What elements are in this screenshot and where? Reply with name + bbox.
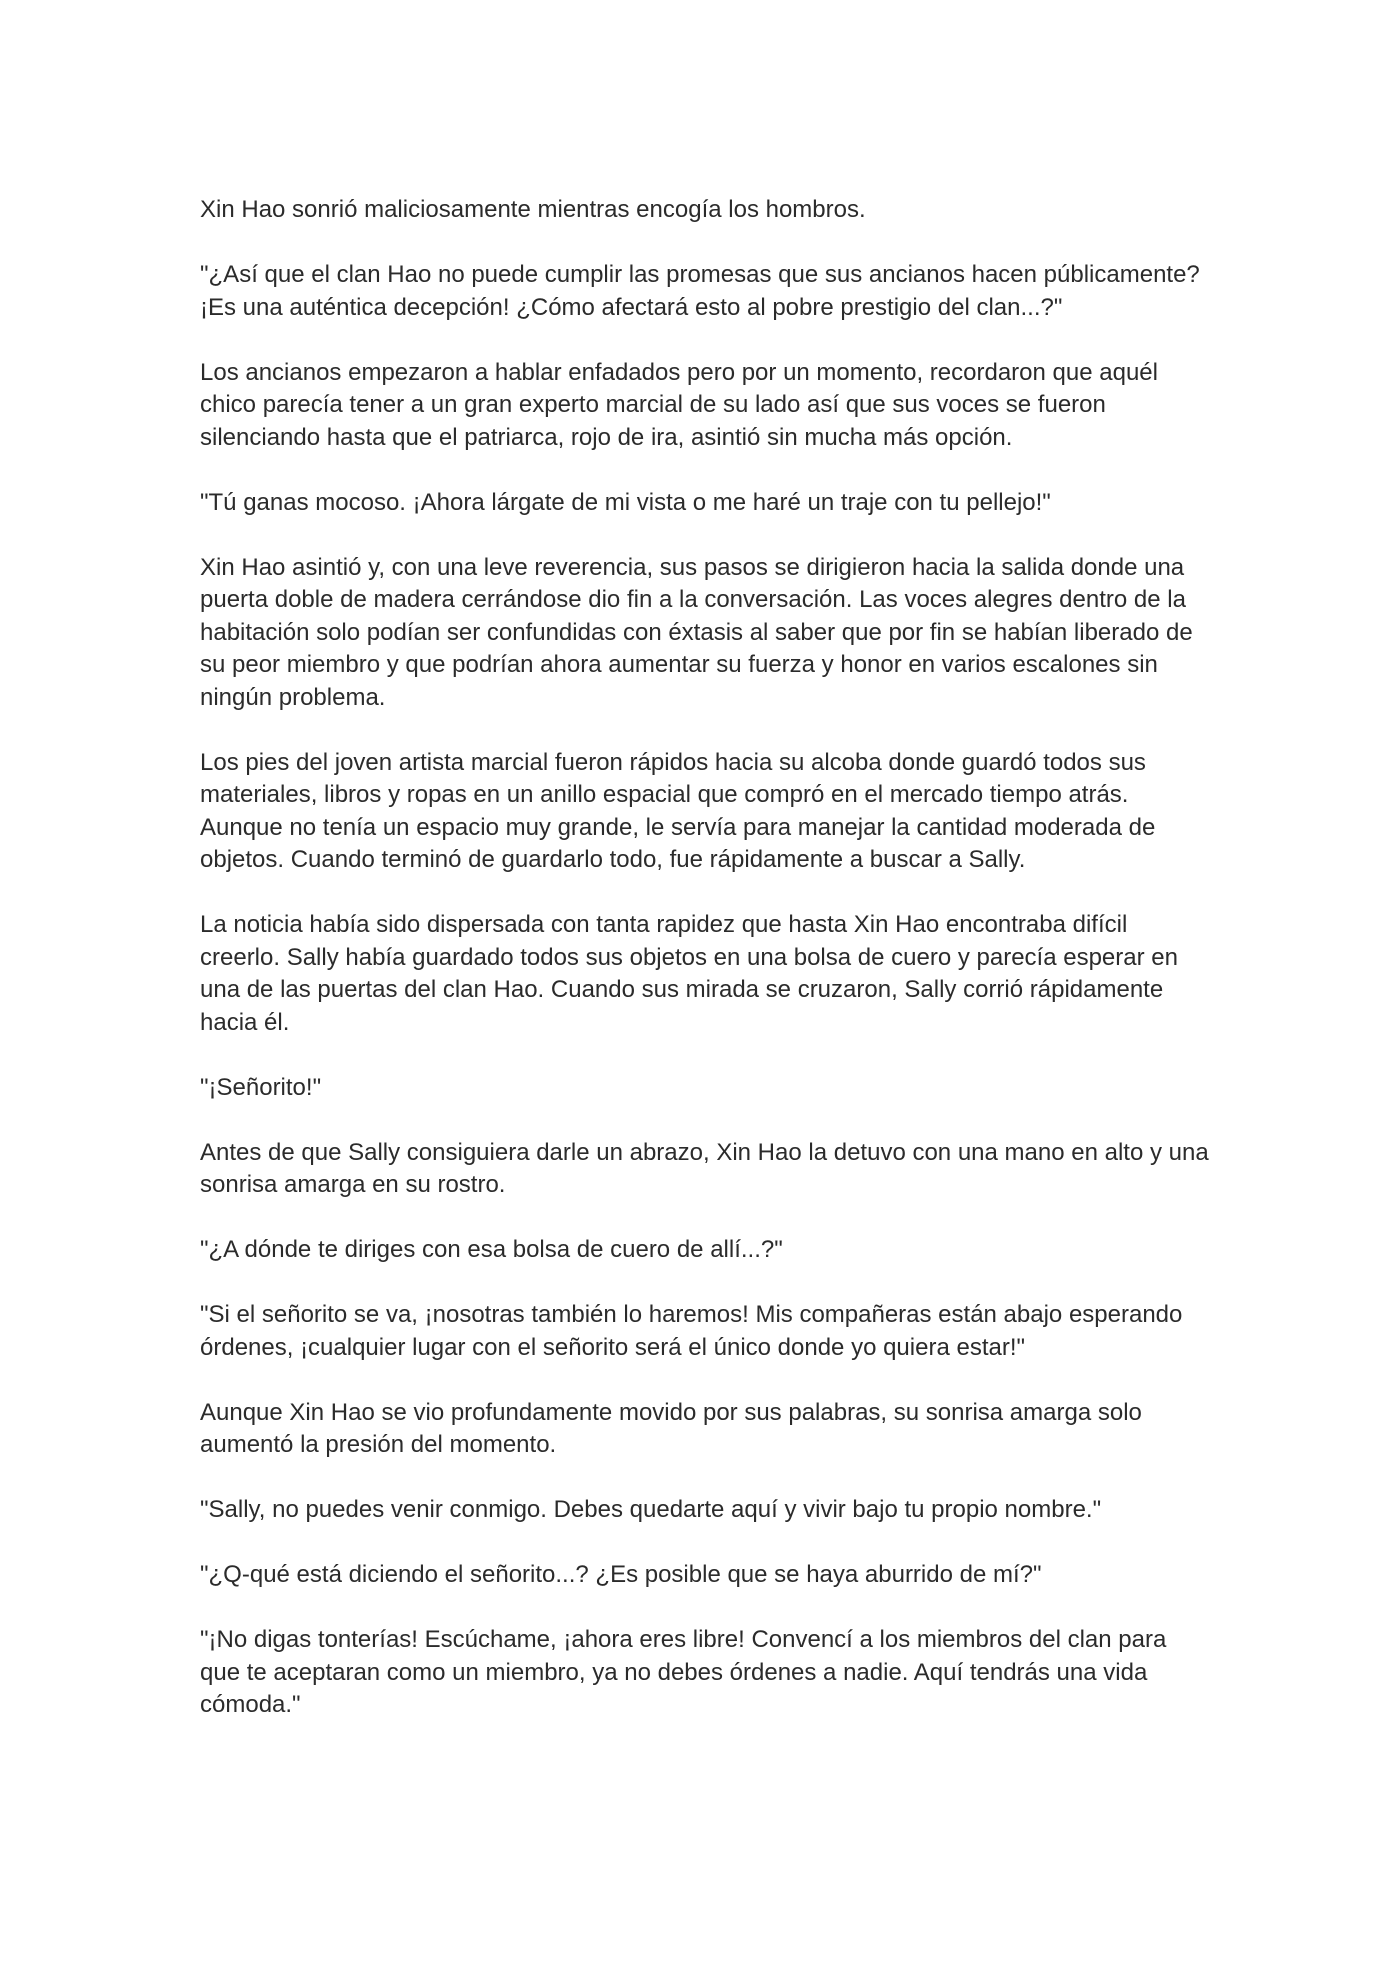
- paragraph: "¿Q-qué está diciendo el señorito...? ¿Es posible que se haya aburrido de mí?": [200, 1561, 1042, 1588]
- paragraph: Aunque Xin Hao se vio profundamente movido por sus palabras, su sonrisa amarga solo aumentó la presión del momento.: [200, 1398, 1142, 1458]
- paragraph: Antes de que Sally consiguiera darle un abrazo, Xin Hao la detuvo con una mano en alto y una sonrisa amarga en su rostro.: [200, 1138, 1209, 1198]
- paragraph: "Sally, no puedes venir conmigo. Debes quedarte aquí y vivir bajo tu propio nombre.": [200, 1496, 1102, 1523]
- paragraph: "¿Así que el clan Hao no puede cumplir las promesas que sus ancianos hacen públicamente? ¡Es una auténtica decepción! ¿Cómo afectará esto al pobre prestigio del clan...?": [200, 261, 1200, 321]
- paragraph: "¡Señorito!": [200, 1073, 322, 1101]
- paragraph: La noticia había sido dispersada con tanta rapidez que hasta Xin Hao encontraba difícil creerlo. Sally había guardado todos sus objetos en una bolsa de cuero y parecía esperar en una de las puertas del clan Hao. Cuando sus mirada se cruzaron, Sally corrió rápidamente hacia él.: [200, 911, 1178, 1036]
- paragraph: "Tú ganas mocoso. ¡Ahora lárgate de mi vista o me haré un traje con tu pellejo!": [200, 488, 1051, 516]
- paragraph: Xin Hao sonrió maliciosamente mientras encogía los hombros.: [200, 196, 866, 223]
- paragraph: "¿A dónde te diriges con esa bolsa de cuero de allí...?": [200, 1236, 783, 1263]
- paragraph: Los pies del joven artista marcial fueron rápidos hacia su alcoba donde guardó todos sus materiales, libros y ropas en un anillo espacial que compró en el mercado tiempo atrás. Aunque no tenía un espacio muy grande, le servía para manejar la cantidad moderada de objetos. Cuando terminó de guardarlo todo, fue rápidamente a buscar a Sally.: [200, 748, 1156, 873]
- paragraph: "Si el señorito se va, ¡nosotras también lo haremos! Mis compañeras están abajo esperando órdenes, ¡cualquier lugar con el señorito será el único donde yo quiera estar!": [200, 1301, 1183, 1361]
- paragraph: "¡No digas tonterías! Escúchame, ¡ahora eres libre! Convencí a los miembros del clan para que te aceptaran como un miembro, ya no debes órdenes a nadie. Aquí tendrás una vida cómoda.": [200, 1626, 1167, 1718]
- paragraph: Xin Hao asintió y, con una leve reverencia, sus pasos se dirigieron hacia la salida donde una puerta doble de madera cerrándose dio fin a la conversación. Las voces alegres dentro de la habitación solo podían ser confundidas con éxtasis al saber que por fin se habían liberado de su peor miembro y que podrían ahora aumentar su fuerza y honor en varios escalones sin ningún problema.: [200, 553, 1193, 711]
- document-body: [200, 194, 1210, 1754]
- paragraph: Los ancianos empezaron a hablar enfadados pero por un momento, recordaron que aquél chico parecía tener a un gran experto marcial de su lado así que sus voces se fueron silenciando hasta que el patriarca, rojo de ira, asintió sin mucha más opción.: [200, 358, 1158, 451]
